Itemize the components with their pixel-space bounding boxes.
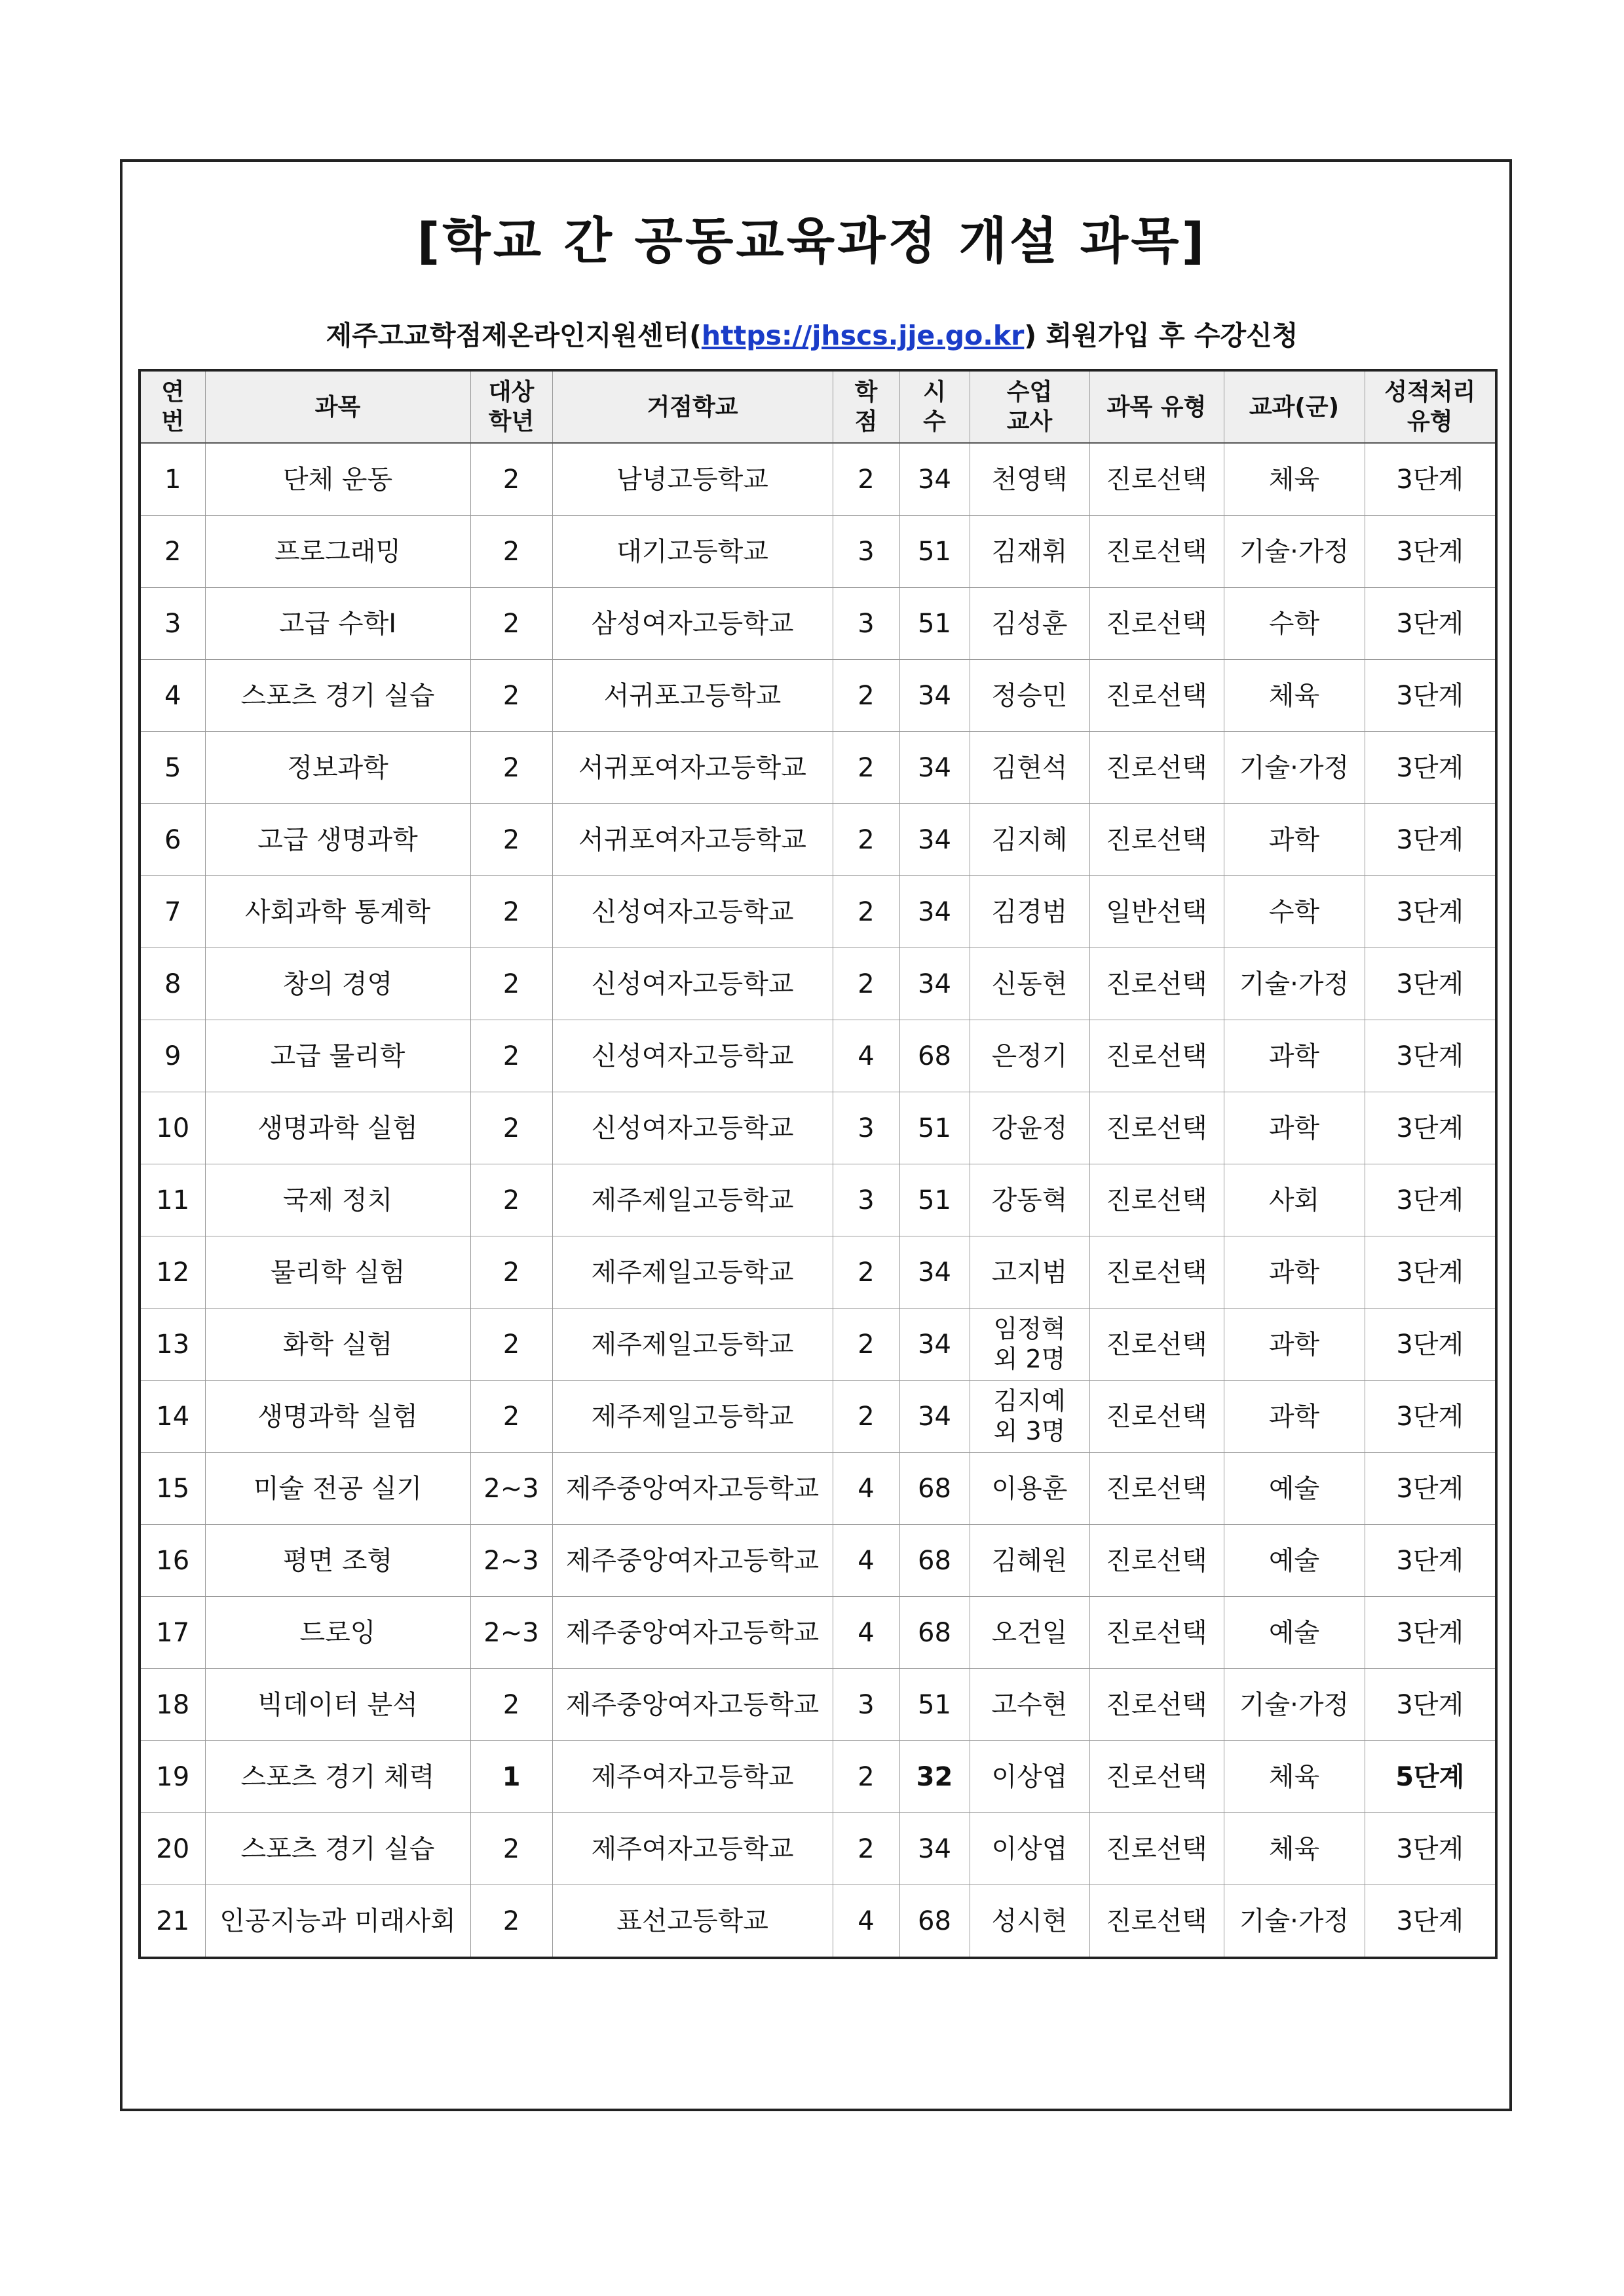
cell-grading: 3단계 bbox=[1365, 1597, 1496, 1669]
cell-grading: 3단계 bbox=[1365, 1525, 1496, 1597]
cell-group: 기술·가정 bbox=[1224, 1669, 1365, 1741]
cell-type: 진로선택 bbox=[1089, 660, 1224, 732]
cell-type: 진로선택 bbox=[1089, 1092, 1224, 1164]
cell-no: 9 bbox=[140, 1020, 205, 1092]
cell-subject: 빅데이터 분석 bbox=[205, 1669, 470, 1741]
table-row bbox=[140, 1453, 1496, 1525]
cell-teacher: 김현석 bbox=[970, 732, 1089, 804]
cell-no: 17 bbox=[140, 1597, 205, 1669]
cell-group: 체육 bbox=[1224, 660, 1365, 732]
cell-type: 진로선택 bbox=[1089, 948, 1224, 1020]
cell-school: 제주중앙여자고등학교 bbox=[552, 1525, 833, 1597]
cell-credit: 4 bbox=[833, 1885, 899, 1959]
cell-credit: 4 bbox=[833, 1597, 899, 1669]
cell-hours: 51 bbox=[899, 516, 970, 588]
cell-teacher: 김경범 bbox=[970, 876, 1089, 948]
cell-subject: 정보과학 bbox=[205, 732, 470, 804]
cell-school: 제주제일고등학교 bbox=[552, 1309, 833, 1381]
cell-subject: 스포츠 경기 실습 bbox=[205, 1813, 470, 1885]
cell-type: 진로선택 bbox=[1089, 1381, 1224, 1453]
cell-grade: 2 bbox=[470, 588, 552, 660]
cell-teacher: 신동현 bbox=[970, 948, 1089, 1020]
cell-school: 서귀포여자고등학교 bbox=[552, 804, 833, 876]
cell-subject: 고급 생명과학 bbox=[205, 804, 470, 876]
table-row bbox=[140, 1597, 1496, 1669]
cell-school: 대기고등학교 bbox=[552, 516, 833, 588]
course-table bbox=[138, 369, 1498, 1959]
cell-grade: 2 bbox=[470, 1813, 552, 1885]
cell-school: 제주중앙여자고등학교 bbox=[552, 1597, 833, 1669]
cell-grade: 2 bbox=[470, 948, 552, 1020]
cell-grade: 2 bbox=[470, 1164, 552, 1236]
cell-hours: 51 bbox=[899, 588, 970, 660]
table-row bbox=[140, 1236, 1496, 1309]
cell-hours: 51 bbox=[899, 1092, 970, 1164]
cell-group: 체육 bbox=[1224, 443, 1365, 516]
cell-school: 신성여자고등학교 bbox=[552, 1092, 833, 1164]
cell-teacher: 성시현 bbox=[970, 1885, 1089, 1959]
table-row bbox=[140, 804, 1496, 876]
subtitle bbox=[0, 322, 1624, 349]
cell-grade: 2 bbox=[470, 660, 552, 732]
cell-grade: 2 bbox=[470, 443, 552, 516]
cell-grade: 2 bbox=[470, 876, 552, 948]
cell-teacher: 임정혁 외 2명 bbox=[970, 1309, 1089, 1381]
cell-grade: 2 bbox=[470, 1092, 552, 1164]
cell-teacher: 천영택 bbox=[970, 443, 1089, 516]
cell-credit: 3 bbox=[833, 1669, 899, 1741]
cell-no: 2 bbox=[140, 516, 205, 588]
cell-subject: 고급 수학Ⅰ bbox=[205, 588, 470, 660]
cell-grade: 2~3 bbox=[470, 1597, 552, 1669]
header-grade: 대상 학년 bbox=[470, 370, 552, 443]
table-row bbox=[140, 1309, 1496, 1381]
cell-hours: 68 bbox=[899, 1885, 970, 1959]
cell-group: 예술 bbox=[1224, 1597, 1365, 1669]
cell-group: 과학 bbox=[1224, 1309, 1365, 1381]
cell-grading: 3단계 bbox=[1365, 804, 1496, 876]
cell-type: 진로선택 bbox=[1089, 1164, 1224, 1236]
cell-no: 8 bbox=[140, 948, 205, 1020]
cell-credit: 2 bbox=[833, 1813, 899, 1885]
cell-grade: 2 bbox=[470, 516, 552, 588]
cell-credit: 2 bbox=[833, 1381, 899, 1453]
cell-type: 진로선택 bbox=[1089, 1885, 1224, 1959]
cell-credit: 2 bbox=[833, 948, 899, 1020]
cell-hours: 34 bbox=[899, 1309, 970, 1381]
cell-no: 7 bbox=[140, 876, 205, 948]
cell-no: 13 bbox=[140, 1309, 205, 1381]
cell-credit: 3 bbox=[833, 516, 899, 588]
subtitle-prefix: 제주고교학점제온라인지원센터( bbox=[326, 320, 702, 351]
cell-school: 신성여자고등학교 bbox=[552, 948, 833, 1020]
cell-hours: 68 bbox=[899, 1453, 970, 1525]
cell-type: 진로선택 bbox=[1089, 1741, 1224, 1813]
cell-teacher: 김혜원 bbox=[970, 1525, 1089, 1597]
header-school: 거점학교 bbox=[552, 370, 833, 443]
cell-grading: 3단계 bbox=[1365, 516, 1496, 588]
cell-type: 진로선택 bbox=[1089, 1669, 1224, 1741]
cell-credit: 2 bbox=[833, 443, 899, 516]
cell-group: 과학 bbox=[1224, 1092, 1365, 1164]
cell-subject: 드로잉 bbox=[205, 1597, 470, 1669]
cell-school: 서귀포여자고등학교 bbox=[552, 732, 833, 804]
cell-type: 진로선택 bbox=[1089, 1597, 1224, 1669]
cell-credit: 4 bbox=[833, 1525, 899, 1597]
cell-type: 진로선택 bbox=[1089, 443, 1224, 516]
table-row bbox=[140, 1813, 1496, 1885]
table-row bbox=[140, 1164, 1496, 1236]
cell-hours: 34 bbox=[899, 948, 970, 1020]
cell-grade: 2 bbox=[470, 1885, 552, 1959]
cell-hours: 51 bbox=[899, 1669, 970, 1741]
cell-group: 수학 bbox=[1224, 588, 1365, 660]
cell-school: 제주중앙여자고등학교 bbox=[552, 1453, 833, 1525]
cell-type: 진로선택 bbox=[1089, 1236, 1224, 1309]
cell-hours: 68 bbox=[899, 1020, 970, 1092]
cell-group: 과학 bbox=[1224, 1381, 1365, 1453]
cell-credit: 2 bbox=[833, 804, 899, 876]
page-title: [학교 간 공동교육과정 개설 과목] bbox=[417, 212, 1207, 270]
table-row bbox=[140, 1092, 1496, 1164]
cell-teacher: 고지범 bbox=[970, 1236, 1089, 1309]
cell-no: 14 bbox=[140, 1381, 205, 1453]
cell-credit: 3 bbox=[833, 1092, 899, 1164]
cell-school: 신성여자고등학교 bbox=[552, 1020, 833, 1092]
cell-teacher: 강동혁 bbox=[970, 1164, 1089, 1236]
cell-credit: 2 bbox=[833, 660, 899, 732]
cell-teacher: 김성훈 bbox=[970, 588, 1089, 660]
cell-credit: 2 bbox=[833, 732, 899, 804]
cell-teacher: 오건일 bbox=[970, 1597, 1089, 1669]
table-row bbox=[140, 1885, 1496, 1959]
cell-school: 제주제일고등학교 bbox=[552, 1164, 833, 1236]
cell-grade: 2 bbox=[470, 1669, 552, 1741]
table-row bbox=[140, 1741, 1496, 1813]
cell-school: 삼성여자고등학교 bbox=[552, 588, 833, 660]
cell-type: 진로선택 bbox=[1089, 1020, 1224, 1092]
cell-credit: 2 bbox=[833, 1741, 899, 1813]
cell-grade: 1 bbox=[470, 1741, 552, 1813]
table-row bbox=[140, 516, 1496, 588]
cell-type: 진로선택 bbox=[1089, 588, 1224, 660]
cell-credit: 2 bbox=[833, 876, 899, 948]
header-teacher: 수업 교사 bbox=[970, 370, 1089, 443]
cell-no: 15 bbox=[140, 1453, 205, 1525]
cell-hours: 32 bbox=[899, 1741, 970, 1813]
cell-teacher: 김지혜 bbox=[970, 804, 1089, 876]
cell-grading: 3단계 bbox=[1365, 1813, 1496, 1885]
cell-subject: 스포츠 경기 실습 bbox=[205, 660, 470, 732]
cell-no: 10 bbox=[140, 1092, 205, 1164]
cell-subject: 단체 운동 bbox=[205, 443, 470, 516]
cell-group: 과학 bbox=[1224, 1236, 1365, 1309]
signup-link[interactable]: https://jhscs.jje.go.kr bbox=[701, 320, 1025, 351]
cell-grade: 2 bbox=[470, 1020, 552, 1092]
cell-no: 18 bbox=[140, 1669, 205, 1741]
cell-grade: 2 bbox=[470, 1381, 552, 1453]
cell-teacher: 김지예 외 3명 bbox=[970, 1381, 1089, 1453]
cell-type: 진로선택 bbox=[1089, 1813, 1224, 1885]
cell-group: 과학 bbox=[1224, 804, 1365, 876]
cell-group: 예술 bbox=[1224, 1525, 1365, 1597]
cell-grading: 5단계 bbox=[1365, 1741, 1496, 1813]
table-row bbox=[140, 732, 1496, 804]
cell-type: 진로선택 bbox=[1089, 516, 1224, 588]
cell-credit: 2 bbox=[833, 1236, 899, 1309]
cell-grading: 3단계 bbox=[1365, 732, 1496, 804]
table-row bbox=[140, 588, 1496, 660]
cell-school: 제주여자고등학교 bbox=[552, 1813, 833, 1885]
cell-school: 제주여자고등학교 bbox=[552, 1741, 833, 1813]
cell-grading: 3단계 bbox=[1365, 1885, 1496, 1959]
cell-no: 19 bbox=[140, 1741, 205, 1813]
table-row bbox=[140, 876, 1496, 948]
cell-subject: 인공지능과 미래사회 bbox=[205, 1885, 470, 1959]
cell-hours: 34 bbox=[899, 876, 970, 948]
table-row bbox=[140, 1020, 1496, 1092]
cell-no: 1 bbox=[140, 443, 205, 516]
header-type: 과목 유형 bbox=[1089, 370, 1224, 443]
cell-grade: 2 bbox=[470, 804, 552, 876]
cell-grading: 3단계 bbox=[1365, 1381, 1496, 1453]
cell-group: 기술·가정 bbox=[1224, 516, 1365, 588]
cell-hours: 34 bbox=[899, 804, 970, 876]
cell-hours: 68 bbox=[899, 1525, 970, 1597]
cell-subject: 국제 정치 bbox=[205, 1164, 470, 1236]
cell-hours: 34 bbox=[899, 1236, 970, 1309]
cell-grade: 2~3 bbox=[470, 1525, 552, 1597]
cell-school: 제주중앙여자고등학교 bbox=[552, 1669, 833, 1741]
cell-hours: 34 bbox=[899, 443, 970, 516]
cell-group: 과학 bbox=[1224, 1020, 1365, 1092]
cell-hours: 34 bbox=[899, 1813, 970, 1885]
cell-grading: 3단계 bbox=[1365, 1309, 1496, 1381]
cell-group: 수학 bbox=[1224, 876, 1365, 948]
header-subject: 과목 bbox=[205, 370, 470, 443]
cell-grading: 3단계 bbox=[1365, 588, 1496, 660]
cell-subject: 스포츠 경기 체력 bbox=[205, 1741, 470, 1813]
cell-hours: 68 bbox=[899, 1597, 970, 1669]
cell-teacher: 이용훈 bbox=[970, 1453, 1089, 1525]
cell-grading: 3단계 bbox=[1365, 1020, 1496, 1092]
cell-subject: 생명과학 실험 bbox=[205, 1092, 470, 1164]
cell-group: 체육 bbox=[1224, 1741, 1365, 1813]
cell-school: 표선고등학교 bbox=[552, 1885, 833, 1959]
header-hours: 시 수 bbox=[899, 370, 970, 443]
cell-subject: 물리학 실험 bbox=[205, 1236, 470, 1309]
cell-credit: 4 bbox=[833, 1020, 899, 1092]
table-row bbox=[140, 443, 1496, 516]
cell-grading: 3단계 bbox=[1365, 443, 1496, 516]
cell-subject: 창의 경영 bbox=[205, 948, 470, 1020]
cell-teacher: 강윤정 bbox=[970, 1092, 1089, 1164]
cell-grading: 3단계 bbox=[1365, 1236, 1496, 1309]
cell-teacher: 이상엽 bbox=[970, 1741, 1089, 1813]
cell-credit: 3 bbox=[833, 588, 899, 660]
cell-subject: 고급 물리학 bbox=[205, 1020, 470, 1092]
cell-credit: 2 bbox=[833, 1309, 899, 1381]
cell-teacher: 은정기 bbox=[970, 1020, 1089, 1092]
cell-teacher: 이상엽 bbox=[970, 1813, 1089, 1885]
cell-grading: 3단계 bbox=[1365, 660, 1496, 732]
cell-school: 신성여자고등학교 bbox=[552, 876, 833, 948]
subtitle-suffix: ) 회원가입 후 수강신청 bbox=[1024, 320, 1298, 351]
table-row bbox=[140, 1525, 1496, 1597]
cell-school: 제주제일고등학교 bbox=[552, 1381, 833, 1453]
cell-no: 5 bbox=[140, 732, 205, 804]
cell-no: 3 bbox=[140, 588, 205, 660]
cell-grading: 3단계 bbox=[1365, 1453, 1496, 1525]
cell-grading: 3단계 bbox=[1365, 948, 1496, 1020]
cell-hours: 34 bbox=[899, 660, 970, 732]
cell-grade: 2 bbox=[470, 1236, 552, 1309]
cell-subject: 사회과학 통계학 bbox=[205, 876, 470, 948]
cell-no: 12 bbox=[140, 1236, 205, 1309]
header-credit: 학 점 bbox=[833, 370, 899, 443]
cell-school: 남녕고등학교 bbox=[552, 443, 833, 516]
table-body bbox=[140, 443, 1496, 1958]
cell-hours: 34 bbox=[899, 732, 970, 804]
cell-subject: 생명과학 실험 bbox=[205, 1381, 470, 1453]
cell-subject: 평면 조형 bbox=[205, 1525, 470, 1597]
cell-grade: 2 bbox=[470, 1309, 552, 1381]
cell-group: 체육 bbox=[1224, 1813, 1365, 1885]
cell-teacher: 김재휘 bbox=[970, 516, 1089, 588]
cell-grade: 2~3 bbox=[470, 1453, 552, 1525]
cell-no: 6 bbox=[140, 804, 205, 876]
table-header-row bbox=[140, 370, 1496, 443]
cell-school: 제주제일고등학교 bbox=[552, 1236, 833, 1309]
cell-credit: 4 bbox=[833, 1453, 899, 1525]
table-row bbox=[140, 948, 1496, 1020]
table-row bbox=[140, 1669, 1496, 1741]
cell-hours: 34 bbox=[899, 1381, 970, 1453]
cell-type: 진로선택 bbox=[1089, 804, 1224, 876]
cell-group: 기술·가정 bbox=[1224, 732, 1365, 804]
header-grading: 성적처리 유형 bbox=[1365, 370, 1496, 443]
cell-grading: 3단계 bbox=[1365, 876, 1496, 948]
cell-no: 11 bbox=[140, 1164, 205, 1236]
cell-group: 사회 bbox=[1224, 1164, 1365, 1236]
cell-teacher: 정승민 bbox=[970, 660, 1089, 732]
cell-type: 진로선택 bbox=[1089, 1309, 1224, 1381]
cell-subject: 미술 전공 실기 bbox=[205, 1453, 470, 1525]
cell-type: 일반선택 bbox=[1089, 876, 1224, 948]
cell-no: 16 bbox=[140, 1525, 205, 1597]
table-row bbox=[140, 660, 1496, 732]
cell-hours: 51 bbox=[899, 1164, 970, 1236]
cell-group: 기술·가정 bbox=[1224, 948, 1365, 1020]
cell-group: 기술·가정 bbox=[1224, 1885, 1365, 1959]
cell-type: 진로선택 bbox=[1089, 732, 1224, 804]
header-group: 교과(군) bbox=[1224, 370, 1365, 443]
cell-type: 진로선택 bbox=[1089, 1453, 1224, 1525]
table-row bbox=[140, 1381, 1496, 1453]
cell-grading: 3단계 bbox=[1365, 1092, 1496, 1164]
cell-no: 21 bbox=[140, 1885, 205, 1959]
cell-teacher: 고수현 bbox=[970, 1669, 1089, 1741]
cell-grade: 2 bbox=[470, 732, 552, 804]
cell-subject: 프로그래밍 bbox=[205, 516, 470, 588]
header-no: 연 번 bbox=[140, 370, 205, 443]
cell-subject: 화학 실험 bbox=[205, 1309, 470, 1381]
cell-no: 20 bbox=[140, 1813, 205, 1885]
cell-grading: 3단계 bbox=[1365, 1164, 1496, 1236]
cell-no: 4 bbox=[140, 660, 205, 732]
cell-school: 서귀포고등학교 bbox=[552, 660, 833, 732]
cell-grading: 3단계 bbox=[1365, 1669, 1496, 1741]
cell-type: 진로선택 bbox=[1089, 1525, 1224, 1597]
cell-credit: 3 bbox=[833, 1164, 899, 1236]
cell-group: 예술 bbox=[1224, 1453, 1365, 1525]
